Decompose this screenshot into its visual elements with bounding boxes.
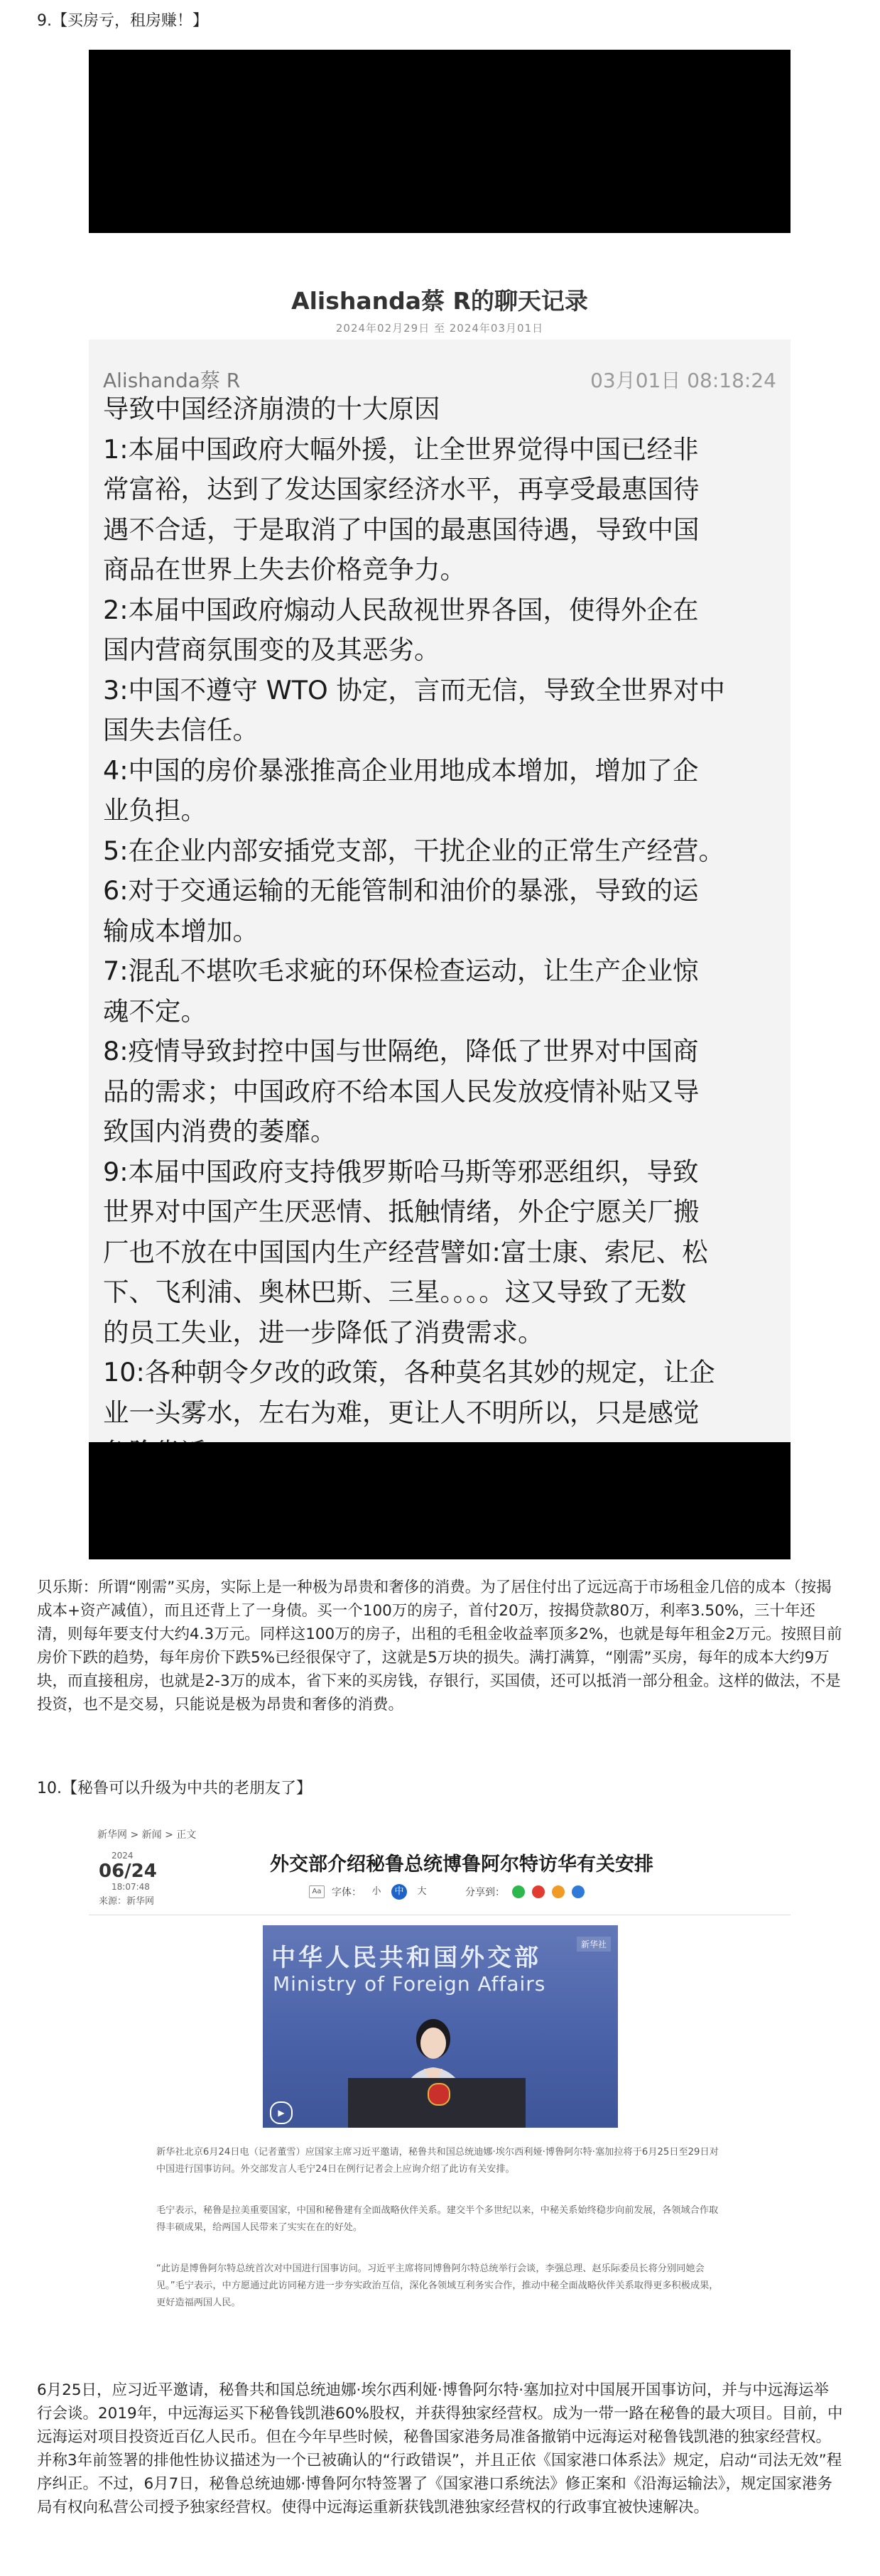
article-paragraph: 新华社北京6月24日电（记者董雪）应国家主席习近平邀请，秘鲁共和国总统迪娜·埃尔西利娅·博鲁阿尔特·塞加拉将于6月25日至29日对中国进行国事访问。外交部发言人毛宁24日在例行记者会上应询介绍了此访有关安排。 [156,2147,719,2175]
message-line: 10:各种朝令夕改的政策，各种莫名其妙的规定，让企 [103,1357,715,1387]
message-body [103,389,776,1554]
message-line: 9:本届中国政府支持俄罗斯哈马斯等邪恶组织，导致 [103,1156,699,1187]
chat-record-title: Alishanda蔡 R的聊天记录 [291,287,588,315]
font-size-icon: Aa [309,1885,325,1898]
message-line: 6:对于交通运输的无能管制和油价的暴涨，导致的运 [103,875,699,906]
article-time: 18:07:48 [112,1882,150,1892]
message-line: 商品在世界上失去价格竞争力。 [103,554,466,585]
message-line: 2:本届中国政府煽动人民敌视世界各国，使得外企在 [103,594,699,625]
photo-backdrop-chinese: 中华人民共和国外交部 [271,1944,541,1972]
national-emblem-icon [428,2083,450,2106]
font-label: 字体： [332,1887,362,1898]
wechat-share-icon[interactable] [512,1885,525,1898]
message-line: 4:中国的房价暴涨推高企业用地成本增加，增加了企 [103,754,699,786]
font-size-medium[interactable]: 中 [391,1884,407,1900]
message-line: 品的需求；中国政府不给本国人民发放疫情补贴又导 [103,1076,700,1107]
section-9-heading: 9.【买房亏，租房赚！】 [37,12,208,30]
play-icon[interactable]: ▶ [270,2101,293,2124]
article-day: 06/24 [99,1861,157,1882]
qzone-share-icon[interactable] [552,1885,565,1898]
share-label: 分享到： [465,1887,505,1898]
message-sender: Alishanda蔡 R [103,369,241,392]
message-line: 致国内消费的萎靡。 [103,1116,337,1147]
message-line: 国失去信任。 [103,715,259,745]
section-10-commentary: 6月25日，应习近平邀请，秘鲁共和国总统迪娜·埃尔西利娅·博鲁阿尔特·塞加拉对中国展开国事访问，并与中远海运举行会谈。2019年，中远海运买下秘鲁钱凯港60%股权，并获得独家经营权。成为一带一路在秘鲁的最大项目。目前，中远海运对项目投资近百亿人民币。但在今年早些时候，秘鲁国家港务局准备撤销中远海运对秘鲁钱凯港的独家经营权。并称3年前签署的排他性协议描述为一个已被确认的“行政错误”，并且正依《国家港口体系法》规定，启动“司法无效”程序纠正。不过，6月7日，秘鲁总统迪娜·博鲁阿尔特签署了《国家港口系统法》修正案和《沿海运输法》，规定国家港务局有权向私营公司授予独家经营权。使得中远海运重新获钱凯港独家经营权的行政事宜被快速解决。 [37,2381,843,2516]
message-line: 厂也不放在中国国内生产经营譬如:富士康、索尼、松 [103,1236,708,1267]
font-size-large[interactable]: 大 [417,1886,427,1897]
article-title: 外交部介绍秘鲁总统博鲁阿尔特访华有关安排 [270,1853,653,1876]
message-line: 世界对中国产生厌恶情、抵触情绪，外企宁愿关厂搬 [103,1196,700,1227]
message-line: 业负担。 [103,795,207,826]
message-line: 3:中国不遵守 WTO 协定，言而无信，导致全世界对中 [103,674,725,705]
message-line: 国内营商氛围变的及其恶劣。 [103,634,440,665]
message-line: 1:本届中国政府大幅外援，让全世界觉得中国已经非 [103,433,699,465]
message-line: 业一头雾水，左右为难，更让人不明所以，只是感觉 [103,1397,700,1428]
article-toolbar [309,1884,585,1900]
redaction-bar-bottom [89,1442,791,1559]
message-line: 输成本增加。 [103,915,259,946]
message-line: 5:在企业内部安插党支部，干扰企业的正常生产经营。 [103,835,725,866]
weibo-share-icon[interactable] [532,1885,545,1898]
section-9-commentary: 贝乐斯：所谓“刚需”买房，实际上是一种极为昂贵和奢侈的消费。为了居住付出了远远高于市场租金几倍的成本（按揭成本+资产减值），而且还背上了一身债。买一个100万的房子，首付20万，按揭贷款80万，利率3.50%，三十年还清，则每年要支付大约4.3万元。同样这100万的房子，出租的毛租金收益率顶多2%，也就是每年租金2万元。按照目前房价下跌的趋势，每年房价下跌5%已经很保守了，这就是5万块的损失。满打满算，“刚需”买房，每年的成本大约9万块，而直接租房，也就是2-3万的成本，省下来的买房钱，存银行，买国债，还可以抵消一部分租金。这样的做法，不是投资，也不是交易，只能说是极为昂贵和奢侈的消费。 [37,1579,842,1714]
article-paragraph: 毛宁表示，秘鲁是拉美重要国家，中国和秘鲁建有全面战略伙伴关系。建交半个多世纪以来，中秘关系始终稳步向前发展，各领域合作取得丰硕成果，给两国人民带来了实实在在的好处。 [156,2205,719,2233]
font-size-small[interactable]: 小 [371,1886,381,1897]
redaction-bar-top [89,50,791,233]
photo-backdrop-english: Ministry of Foreign Affairs [273,1972,546,1996]
chat-record-image [89,50,791,1559]
message-line: 常富裕，达到了发达国家经济水平，再享受最惠国待 [103,474,700,504]
press-conference-photo [263,1925,618,2128]
message-line: 遇不合适，于是取消了中国的最惠国待遇，导致中国 [103,514,700,545]
article-date [99,1851,170,1907]
news-article-image [89,1819,791,2359]
message-line: 导致中国经济崩溃的十大原因 [103,394,440,424]
message-line: 下、飞利浦、奥林巴斯、三星。。。。这又导致了无数 [103,1277,687,1307]
chat-record-range: 2024年02月29日 至 2024年03月01日 [335,322,544,335]
more-share-icon[interactable] [572,1885,585,1898]
message-timestamp: 03月01日 08:18:24 [590,369,776,392]
article-source: 来源：新华网 [99,1896,155,1907]
message-line: 8:疫情导致封控中国与世隔绝，降低了世界对中国商 [103,1036,699,1066]
message-line: 的员工失业，进一步降低了消费需求。 [103,1316,544,1348]
article-year: 2024 [112,1851,134,1861]
message-line: 魂不定。 [103,995,207,1027]
section-10-heading: 10.【秘鲁可以升级为中共的老朋友了】 [37,1780,312,1797]
article-paragraph: “此访是博鲁阿尔特总统首次对中国进行国事访问。习近平主席将同博鲁阿尔特总统举行会谈，李强总理、赵乐际委员长将分别同她会见。”毛宁表示，中方愿通过此访同秘方进一步夯实政治互信，深化各领域互利务实合作，推动中秘全面战略伙伴关系取得更多积极成果，更好造福两国人民。 [156,2263,719,2308]
message-line: 7:混乱不堪吹毛求疵的环保检查运动，让生产企业惊 [103,956,699,986]
chat-record-header [89,233,791,340]
breadcrumb: 新华网 > 新闻 > 正文 [97,1829,197,1841]
xinhua-logo: 新华社 [577,1937,611,1952]
